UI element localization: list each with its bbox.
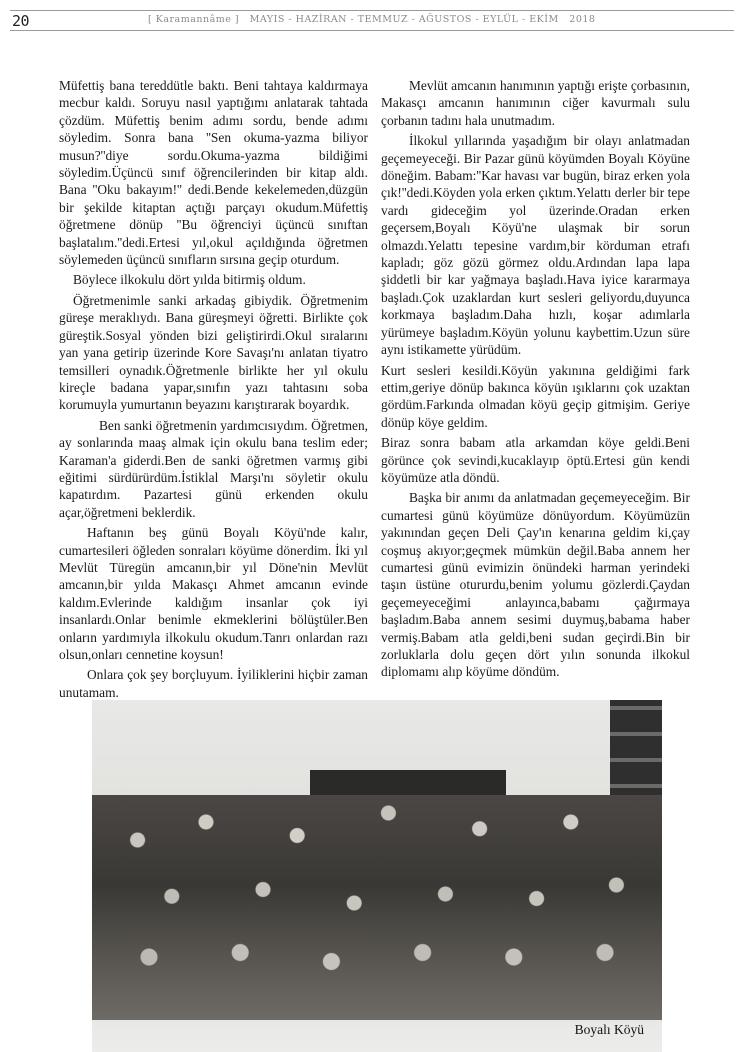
header-rule-top — [10, 10, 734, 11]
paragraph: İlkokul yıllarında yaşadığım bir olayı anlatmadan geçemeyeceği. Bir Pazar günü köyümden Boyalı Köyüne döneğim. Babam:''Kar havası var bugün, biraz erken yola çık!''dedi.Köyden yola erken çıktım.Yelattı derler bir tepe vardı gideceğim yol üzerinde.Oradan erken geçersem,Boyalı Köyü'ne ulaşmak bir sorun olmazdı.Yelattı tepesine vardım,bir körduman etrafı kapladı; göz gözü görmez oldu.Ardından lapa lapa şiddetli bir kar yağmaya başladı.Hava iyice kararmaya başladı.Çok uzaklardan kurt sesleri geliyordu,duyunca korkmaya başladım.Daha hızlı, koşar adımlarla yürümeye başladım.Köyün yolunu kaybettim.Uzun süre aynı istikamette yürüdüm. — [381, 133, 690, 358]
running-head: [ Karamannâme ] MAYIS - HAZİRAN - TEMMUZ - AĞUSTOS - EYLÜL - EKİM 2018 — [148, 14, 596, 25]
right-text-column — [381, 77, 690, 684]
paragraph: Böylece ilkokulu dört yılda bitirmiş oldum. — [73, 272, 306, 288]
class-group-photo — [92, 700, 662, 1052]
paragraph: Başka bir anımı da anlatmadan geçemeyeceğim. Bir cumartesi günü köyümüze dönüyordum. Köyümüzün yakınından geçen Deli Çay'ın kenarına geldim ki,çay coşmuş akıyor;geçmek mümkün değil.Baba annem her cumartesi günü evimizin önündeki harman yerindeki taşın üstüne otururdu,benim yolumu gözlerdi.Çaydan geçemeyeceğimi anlayınca,babamı çağırmaya başladım.Baba annem sesimi duymuş,babama haber vermiş.Babam atla geldi,beni sudan geçirdi.Bin bir zorluklarla dolu geçen dört yılın sonunda ilkokul diplomamı alıp köyüme döndüm. — [381, 490, 690, 680]
paragraph: Onlara çok şey borçluyum. İyiliklerini hiçbir zaman unutamam. — [59, 667, 368, 700]
paragraph: Öğretmenimle sanki arkadaş gibiydik. Öğretmenim güreşe meraklıydı. Bana güreşmeyi öğretti. Birlikte çok güreştik.Sosyal yönden bizi geliştirirdi.Okul sıralarını yan yana getirip üzerinde Kore Savaşı'nı anlatan tiyatro temsilleri oynadık.Öğretmenle birlikte her yıl okulu kireçle badana yapar,sınıfın yazı tahtasını soba korumuyla yumurtanın beyazını karıştırarak boyardık. — [59, 292, 368, 413]
paragraph: Biraz sonra babam atla arkamdan köye geldi.Beni görünce çok sevindi,kucaklayıp öptü.Ertesi gün kendi köyümüze atla döndü. — [381, 435, 690, 485]
paragraph: Kurt sesleri kesildi.Köyün yakınına geldiğimi fark ettim,geriye dönüp bakınca köyün ışıklarını çok uzaktan gördüm.Farkında olmadan köyü geçip gitmişim. Geriye dönüp köye geldim. — [381, 362, 690, 430]
paragraph: Mevlüt amcanın hanımının yaptığı erişte çorbasının, Makasçı amcanın hanımının ciğer kavurmalı sulu çorbanın tadını hala unutmadım. — [381, 78, 690, 128]
paragraph: Haftanın beş günü Boyalı Köyü'nde kalır, cumartesileri öğleden sonraları köyüme dönerdim. İki yıl Mevlüt Türegün amcanın,bir yıl Döne'nin Mevlüt amcanın,bir yılda Makasçı Ahmet amcanın evinde kaldım.Evlerinde kaldığım insanlar çok iyi insanlardı.Onlar benimle ekmeklerini bölüştüler.Ben onların yardımıyla ilkokulu okudum.Tanrı onlardan razı olsun,onları cennetine koysun! — [59, 525, 368, 662]
photo-caption: Boyalı Köyü — [574, 1022, 644, 1037]
paragraph: Müfettiş bana tereddütle baktı. Beni tahtaya kaldırmaya mecbur kaldı. Soruyu nasıl yaptığımı anlatarak tahtada çözdüm. Müfettiş benim adımı sordu, bende adımı söyledim. Sonra bana ''Sen okuma-yazma biliyor musun?''diye sordu.Okuma-yazma bildiğimi söyledim.Üçüncü sınıf öğrencilerinden bir kitap aldı. Bana ''Oku bakayım!'' dedi.Bende kekelemeden,düzgün bir şekilde kitaptan açtığı parçayı okudum.Müfettiş öğretmene dönüp ''Bu öğrenciyi üçüncü sınıftan başlatalım.''dedi.Ertesi yıl,okul açıldığında öğretmen söylemeden üçüncü sınıfların sırsına geçip oturdum. — [59, 78, 368, 268]
left-text-column — [59, 77, 368, 704]
page-number: 20 — [12, 12, 30, 30]
header-rule-bottom — [10, 30, 734, 31]
photo-students-group — [92, 795, 662, 1020]
paragraph: Ben sanki öğretmenin yardımcısıydım. Öğretmen, ay sonlarında maaş almak için okulu bana teslim eder; Karaman'a giderdi.Ben de sanki öğretmen varmış gibi eğitimi sürdürürdüm.İstiklal Marşı'nı söyletir okulu kapatırdım. Pazartesi günü erkenden okulu açar,öğretmeni beklerdik. — [59, 417, 368, 520]
